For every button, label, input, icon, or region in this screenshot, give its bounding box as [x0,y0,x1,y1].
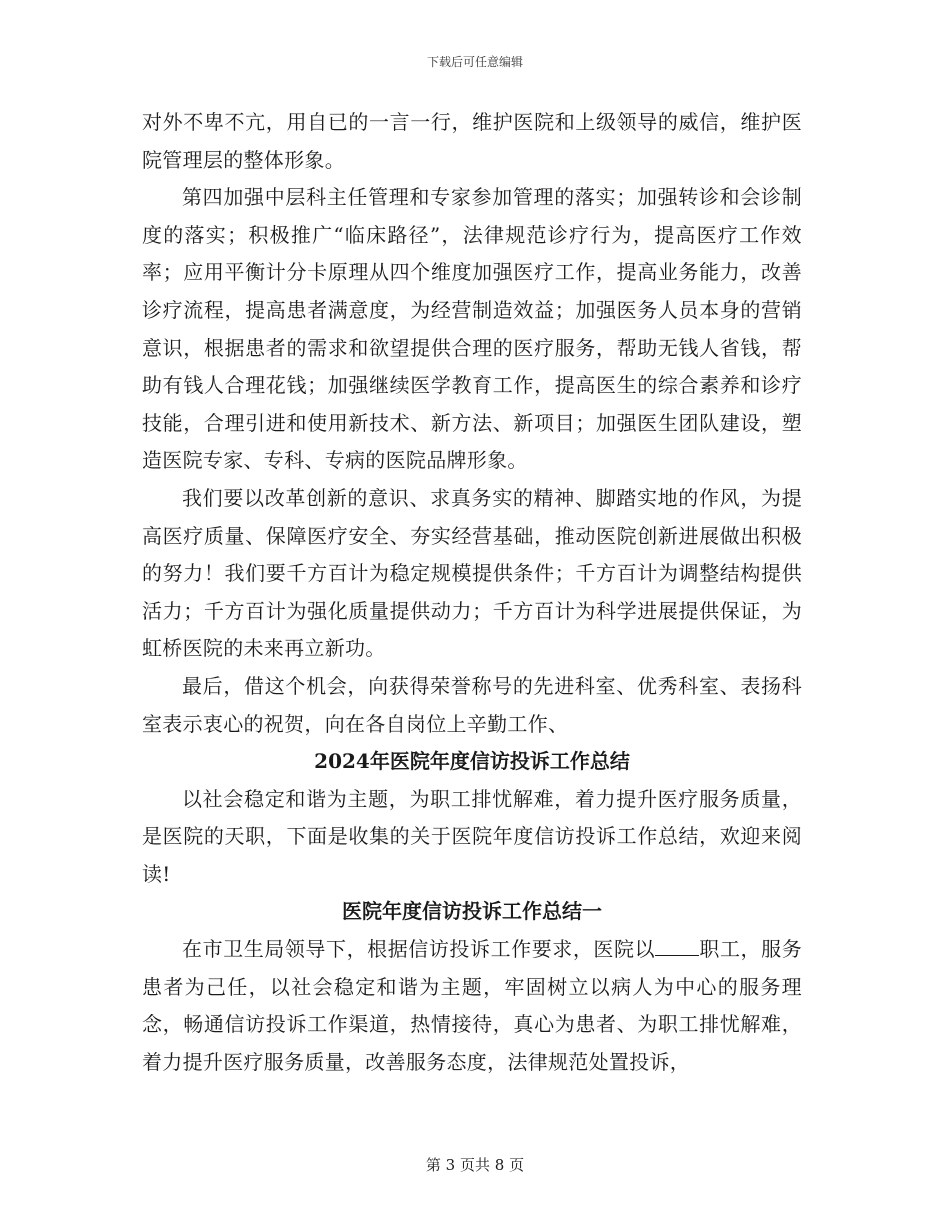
paragraph-6-start: 在市卫生局领导下，根据信访投诉工作要求，医院以 [182,937,656,962]
document-body [142,104,802,1081]
paragraph-1: 对外不卑不亢，用自已的一言一行，维护医院和上级领导的威信，维护医院管理层的整体形象。 [142,110,802,172]
fill-in-blank [655,937,699,956]
paragraph-6 [142,931,802,1081]
page-footer: 第 3 页共 8 页 [425,1156,525,1174]
paragraph-2: 第四加强中层科主任管理和专家参加管理的落实；加强转诊和会诊制度的落实；积极推广“临床路径”，法律规范诊疗行为，提高医疗工作效率；应用平衡计分卡原理从四个维度加强医疗工作，提高业务能力，改善诊疗流程，提高患者满意度，为经营制造效益；加强医务人员本身的营销意识，根据患者的需求和欲望提供合理的医疗服务，帮助无钱人省钱，帮助有钱人合理花钱；加强继续医学教育工作，提高医生的综合素养和诊疗技能，合理引进和使用新技术、新方法、新项目；加强医生团队建设，塑造医院专家、专科、专病的医院品牌形象。 [142,185,802,473]
section-title-1: 2024年医院年度信访投诉工作总结 [314,749,630,774]
paragraph-6-rest: 职工，服务患者为己任，以社会稳定和谐为主题，牢固树立以病人为中心的服务理念，畅通信访投诉工作渠道，热情接待，真心为患者、为职工排忧解难，着力提升医疗服务质量，改善服务态度，法律规范处置投诉， [142,937,802,1074]
paragraph-5: 以社会稳定和谐为主题，为职工排忧解难，着力提升医疗服务质量，是医院的天职，下面是收集的关于医院年度信访投诉工作总结，欢迎来阅读! [142,786,802,886]
section-title-2: 医院年度信访投诉工作总结一 [342,899,602,924]
paragraph-4: 最后，借这个机会，向获得荣誉称号的先进科室、优秀科室、表扬科室表示衷心的祝贺，向在各自岗位上辛勤工作、 [142,673,802,736]
paragraph-3: 我们要以改革创新的意识、求真务实的精神、脚踏实地的作风，为提高医疗质量、保障医疗安全、夯实经营基础，推动医院创新进展做出积极的努力！我们要千方百计为稳定规模提供条件；千方百计为调整结构提供活力；千方百计为强化质量提供动力；千方百计为科学进展提供保证，为虹桥医院的未来再立新功。 [142,485,802,661]
page-header: 下载后可任意编辑 [426,55,523,69]
